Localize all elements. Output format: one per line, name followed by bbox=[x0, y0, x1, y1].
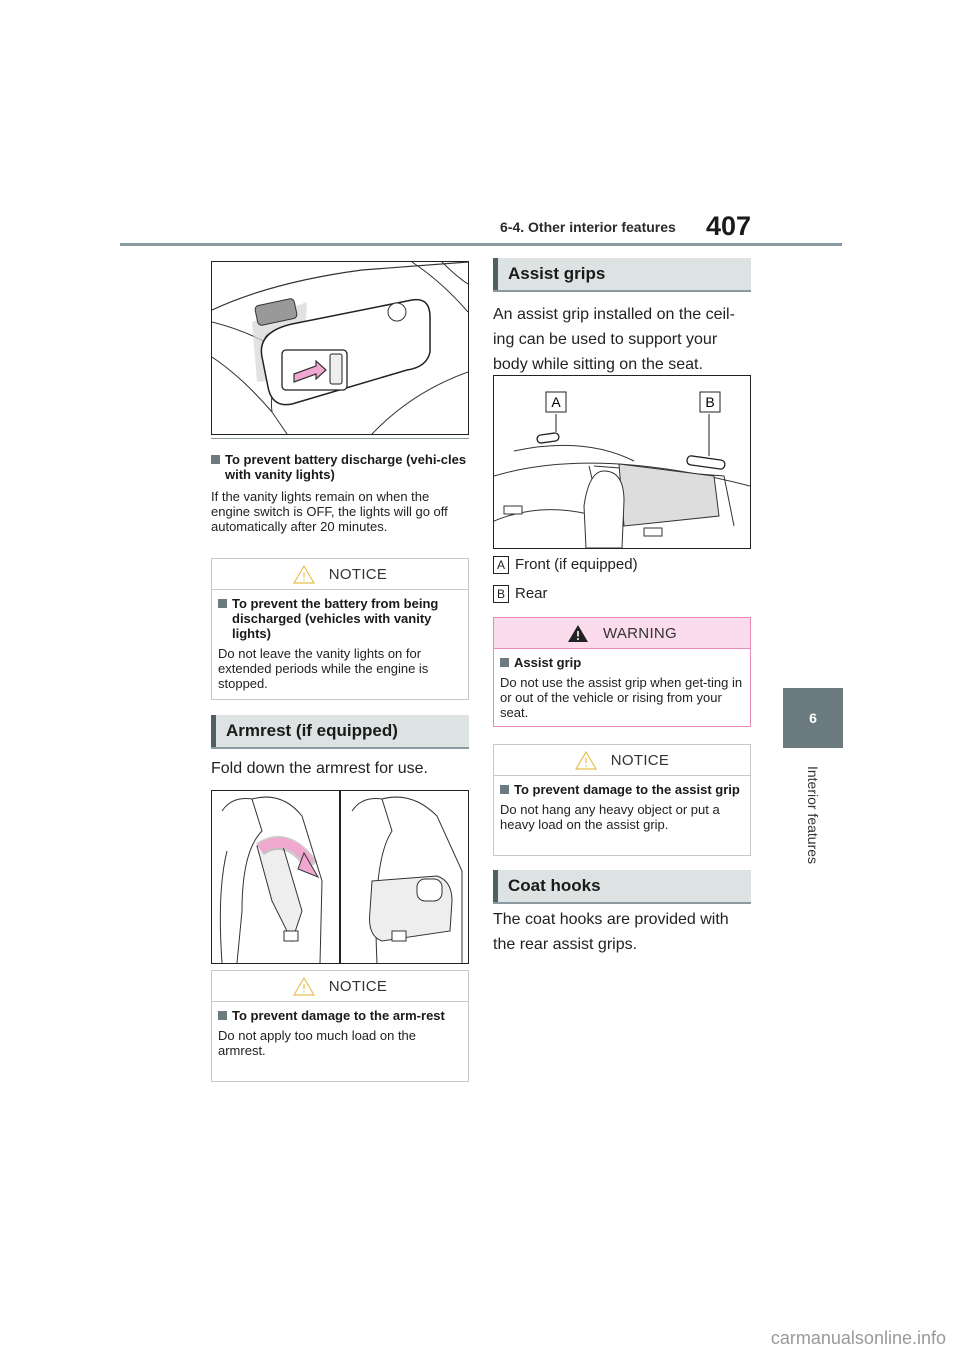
armrest-illustration bbox=[212, 791, 468, 963]
warning-heading-text: Assist grip bbox=[514, 655, 582, 670]
figure-rule bbox=[211, 438, 469, 439]
chapter-tab-label-text: Interior features bbox=[805, 765, 821, 865]
vanity-note-heading bbox=[211, 452, 480, 482]
section-heading-coat-hooks: Coat hooks bbox=[493, 870, 751, 902]
chapter-title: 6-4. Other interior features bbox=[500, 219, 676, 235]
bullet-square-icon bbox=[211, 455, 220, 464]
notice-header bbox=[212, 559, 468, 590]
legend-item-b bbox=[493, 585, 548, 603]
warning-heading bbox=[500, 655, 744, 670]
section-rule bbox=[493, 290, 751, 292]
notice-heading bbox=[218, 1008, 462, 1023]
figure-label-b: B bbox=[705, 394, 715, 410]
notice-text: Do not hang any heavy object or put a heavy load on the assist grip. bbox=[500, 802, 720, 832]
assist-grip-figure bbox=[493, 375, 751, 549]
bullet-square-icon bbox=[218, 1011, 227, 1020]
vanity-light-illustration bbox=[212, 262, 468, 434]
assist-grip-text: An assist grip installed on the ceil-ing can be used to support your body while sitting on the seat. bbox=[493, 306, 735, 373]
caution-triangle-icon bbox=[293, 977, 315, 996]
figure-label-a: A bbox=[551, 394, 561, 410]
notice-box-assist-grip bbox=[493, 744, 751, 856]
notice-title: NOTICE bbox=[328, 977, 388, 995]
notice-title: NOTICE bbox=[610, 751, 670, 769]
armrest-text: Fold down the armrest for use. bbox=[211, 760, 428, 777]
bullet-square-icon bbox=[500, 785, 509, 794]
bullet-square-icon bbox=[218, 599, 227, 608]
notice-heading-text: To prevent damage to the arm-rest bbox=[232, 1008, 445, 1023]
caution-triangle-icon bbox=[293, 565, 315, 584]
chapter-tab-label bbox=[763, 760, 863, 870]
chapter-tab[interactable]: 6 bbox=[783, 688, 843, 748]
section-rule bbox=[493, 902, 751, 904]
armrest-figure bbox=[211, 790, 469, 964]
notice-heading-text: To prevent damage to the assist grip bbox=[514, 782, 740, 797]
warning-header bbox=[494, 618, 750, 649]
notice-text: Do not apply too much load on the armrest. bbox=[218, 1028, 417, 1058]
legend-letter: A bbox=[493, 556, 509, 574]
assist-grip-illustration bbox=[494, 376, 750, 548]
watermark bbox=[0, 1328, 960, 1349]
header-rule bbox=[120, 243, 842, 246]
page-number: 407 bbox=[706, 211, 752, 241]
notice-box-battery bbox=[211, 558, 469, 700]
warning-title: WARNING bbox=[602, 624, 678, 642]
notice-heading bbox=[500, 782, 744, 797]
notice-text: Do not leave the vanity lights on for extended periods while the engine is stopped. bbox=[218, 646, 429, 691]
vanity-light-figure bbox=[211, 261, 469, 435]
notice-header bbox=[212, 971, 468, 1002]
warning-text: Do not use the assist grip when get-ting in or out of the vehicle or rising from your seat. bbox=[500, 675, 743, 720]
legend-text: Rear bbox=[515, 585, 548, 602]
bullet-square-icon bbox=[500, 658, 509, 667]
coat-hooks-text: The coat hooks are provided with the rear assist grips. bbox=[493, 911, 729, 953]
section-heading-armrest: Armrest (if equipped) bbox=[211, 715, 469, 747]
section-heading-assist-grips: Assist grips bbox=[493, 258, 751, 290]
notice-heading-text: To prevent the battery from being discharged (vehicles with vanity lights) bbox=[232, 596, 439, 641]
caution-triangle-icon bbox=[575, 751, 597, 770]
warning-box-assist-grip bbox=[493, 617, 751, 727]
notice-heading bbox=[218, 596, 462, 641]
notice-header bbox=[494, 745, 750, 776]
watermark-text: carmanualsonline.info bbox=[770, 1328, 946, 1348]
legend-text: Front (if equipped) bbox=[515, 556, 638, 573]
notice-title: NOTICE bbox=[328, 565, 388, 583]
vanity-note-heading-text: To prevent battery discharge (vehi-cles with vanity lights) bbox=[225, 452, 467, 482]
section-rule bbox=[211, 747, 469, 749]
vanity-note-text: If the vanity lights remain on when the engine switch is OFF, the lights will go off automatically after 20 minutes. bbox=[211, 489, 448, 534]
legend-item-a bbox=[493, 556, 638, 574]
legend-letter: B bbox=[493, 585, 509, 603]
warning-triangle-icon bbox=[567, 624, 589, 643]
notice-box-armrest bbox=[211, 970, 469, 1082]
